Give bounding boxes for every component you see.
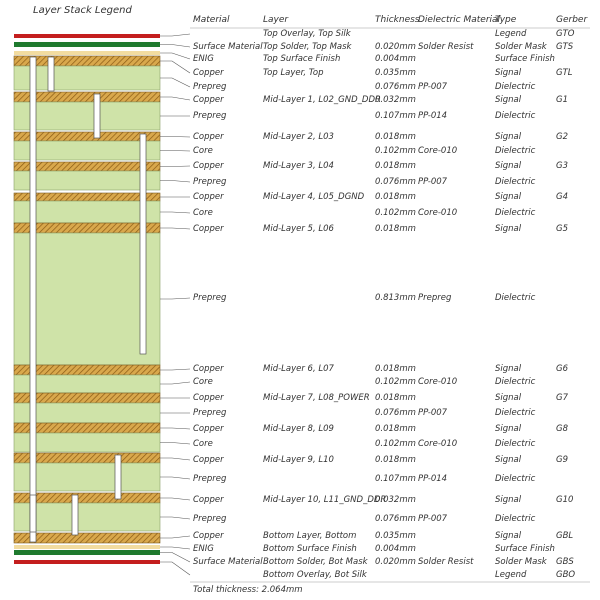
- cell-thickness: 0.102mm: [375, 208, 416, 218]
- stack-band-legend: [14, 34, 160, 38]
- leader-line: [160, 443, 190, 445]
- stack-band-legend: [14, 560, 160, 564]
- cell-layer: Bottom Overlay, Bot Silk: [263, 570, 367, 580]
- cell-layer: Mid-Layer 1, L02_GND_DDR: [263, 95, 381, 105]
- cell-type: Signal: [495, 95, 522, 105]
- cell-material: Surface Material: [193, 42, 263, 52]
- cell-thickness: 0.076mm: [375, 82, 416, 92]
- cell-thickness: 0.032mm: [375, 495, 416, 505]
- leader-line: [160, 166, 190, 167]
- leader-line: [160, 553, 190, 563]
- cell-gerber: GBL: [556, 531, 574, 541]
- cell-layer: Mid-Layer 10, L11_GND_DDR: [263, 495, 387, 505]
- cell-material: Copper: [193, 393, 224, 403]
- cell-gerber: G8: [556, 424, 568, 434]
- cell-layer: Top Solder, Top Mask: [263, 42, 352, 52]
- cell-type: Dielectric: [495, 82, 536, 92]
- cell-type: Dielectric: [495, 514, 536, 524]
- cell-thickness: 0.102mm: [375, 377, 416, 387]
- leader-line: [160, 428, 190, 429]
- cell-type: Solder Mask: [495, 557, 547, 567]
- cell-gerber: G6: [556, 364, 568, 374]
- cell-thickness: 0.076mm: [375, 408, 416, 418]
- cell-material: Copper: [193, 161, 224, 171]
- header-type: Type: [495, 15, 517, 25]
- cell-gerber: G1: [556, 95, 568, 105]
- cell-material: Prepreg: [193, 474, 227, 484]
- cell-type: Dielectric: [495, 474, 536, 484]
- cell-thickness: 0.035mm: [375, 531, 416, 541]
- cell-thickness: 0.107mm: [375, 474, 416, 484]
- cell-thickness: 0.018mm: [375, 424, 416, 434]
- leader-line: [160, 53, 190, 59]
- leader-line: [160, 498, 190, 500]
- cell-material: Copper: [193, 424, 224, 434]
- cell-layer: Top Surface Finish: [263, 54, 341, 64]
- leader-line: [160, 382, 190, 384]
- cell-layer: Top Layer, Top: [263, 68, 324, 78]
- cell-thickness: 0.102mm: [375, 146, 416, 156]
- cell-thickness: 0.018mm: [375, 364, 416, 374]
- cell-gerber: G3: [556, 161, 568, 171]
- leader-line: [160, 517, 190, 519]
- cell-type: Solder Mask: [495, 42, 547, 52]
- cell-material: Copper: [193, 132, 224, 142]
- cell-type: Signal: [495, 364, 522, 374]
- leader-line: [160, 562, 190, 575]
- cell-layer: Bottom Solder, Bot Mask: [263, 557, 368, 567]
- cell-thickness: 0.102mm: [375, 439, 416, 449]
- via-barrel: [30, 57, 36, 542]
- via-barrel: [115, 455, 121, 499]
- cell-layer: Mid-Layer 4, L05_DGND: [263, 192, 365, 202]
- cell-type: Legend: [495, 570, 527, 580]
- cell-type: Surface Finish: [495, 54, 555, 64]
- cell-thickness: 0.076mm: [375, 177, 416, 187]
- leader-line: [160, 97, 190, 100]
- leader-line: [160, 34, 190, 36]
- cell-dielectric: Solder Resist: [418, 42, 474, 52]
- leader-line: [160, 45, 190, 48]
- cell-type: Dielectric: [495, 146, 536, 156]
- cell-layer: Mid-Layer 9, L10: [263, 455, 334, 465]
- cell-type: Signal: [495, 424, 522, 434]
- leader-line: [160, 151, 190, 152]
- cell-type: Signal: [495, 68, 522, 78]
- cell-thickness: 0.018mm: [375, 132, 416, 142]
- cell-material: Copper: [193, 531, 224, 541]
- cell-material: ENIG: [193, 544, 214, 554]
- cell-material: Prepreg: [193, 408, 227, 418]
- cell-dielectric: Core-010: [418, 208, 458, 218]
- cell-material: ENIG: [193, 54, 214, 64]
- cell-gerber: G4: [556, 192, 568, 202]
- cell-gerber: GTO: [556, 29, 575, 39]
- cell-material: Prepreg: [193, 293, 227, 303]
- header-dielectric-material: Dielectric Material: [418, 15, 501, 25]
- cell-material: Copper: [193, 495, 224, 505]
- header-material: Material: [193, 15, 230, 25]
- stack-band-enig: [14, 545, 160, 549]
- cell-material: Core: [193, 439, 213, 449]
- cell-material: Copper: [193, 68, 224, 78]
- cell-type: Signal: [495, 531, 522, 541]
- cell-type: Dielectric: [495, 177, 536, 187]
- cell-type: Signal: [495, 455, 522, 465]
- cell-thickness: 0.813mm: [375, 293, 416, 303]
- cell-material: Copper: [193, 455, 224, 465]
- via-barrel: [140, 134, 146, 354]
- cell-thickness: 0.076mm: [375, 514, 416, 524]
- total-thickness: Total thickness: 2.064mm: [193, 585, 303, 595]
- cell-gerber: G10: [556, 495, 574, 505]
- leader-line: [160, 212, 190, 213]
- leader-line: [160, 536, 190, 538]
- cell-dielectric: PP-014: [418, 474, 448, 484]
- leader-line: [160, 181, 190, 183]
- stack-band-mask: [14, 42, 160, 47]
- leader-line: [160, 298, 190, 299]
- cell-material: Prepreg: [193, 514, 227, 524]
- cell-type: Signal: [495, 224, 522, 234]
- cell-type: Dielectric: [495, 111, 536, 121]
- cell-material: Prepreg: [193, 82, 227, 92]
- cell-gerber: G9: [556, 455, 568, 465]
- cell-thickness: 0.018mm: [375, 455, 416, 465]
- cell-type: Signal: [495, 495, 522, 505]
- cell-layer: Mid-Layer 8, L09: [263, 424, 334, 434]
- cell-layer: Mid-Layer 3, L04: [263, 161, 334, 171]
- cell-thickness: 0.020mm: [375, 42, 416, 52]
- cell-thickness: 0.018mm: [375, 393, 416, 403]
- cell-material: Core: [193, 208, 213, 218]
- leader-line: [160, 369, 190, 370]
- leader-line: [160, 547, 190, 549]
- cell-gerber: GBO: [556, 570, 576, 580]
- via-barrel: [30, 495, 36, 532]
- cell-material: Copper: [193, 364, 224, 374]
- cell-layer: Mid-Layer 2, L03: [263, 132, 334, 142]
- cell-thickness: 0.004mm: [375, 544, 416, 554]
- cell-material: Prepreg: [193, 111, 227, 121]
- cell-layer: Bottom Layer, Bottom: [263, 531, 357, 541]
- cell-layer: Mid-Layer 5, L06: [263, 224, 334, 234]
- cell-type: Dielectric: [495, 208, 536, 218]
- cell-type: Signal: [495, 132, 522, 142]
- cell-gerber: GBS: [556, 557, 574, 567]
- cell-dielectric: PP-007: [418, 177, 448, 187]
- cell-dielectric: PP-007: [418, 408, 448, 418]
- leader-line: [160, 458, 190, 460]
- leader-line: [160, 61, 190, 73]
- via-barrel: [48, 57, 54, 91]
- cell-thickness: 0.035mm: [375, 68, 416, 78]
- cell-gerber: G5: [556, 224, 568, 234]
- cell-thickness: 0.018mm: [375, 161, 416, 171]
- via-barrel: [94, 94, 100, 138]
- cell-material: Core: [193, 377, 213, 387]
- cell-thickness: 0.020mm: [375, 557, 416, 567]
- stack-band-mask: [14, 550, 160, 555]
- cell-dielectric: PP-014: [418, 111, 448, 121]
- cell-gerber: G7: [556, 393, 568, 403]
- cell-dielectric: Core-010: [418, 377, 458, 387]
- stack-band-enig: [14, 51, 160, 55]
- cell-layer: Bottom Surface Finish: [263, 544, 357, 554]
- cell-type: Dielectric: [495, 439, 536, 449]
- cell-thickness: 0.032mm: [375, 95, 416, 105]
- cell-layer: Top Overlay, Top Silk: [263, 29, 351, 39]
- cell-type: Dielectric: [495, 377, 536, 387]
- cell-material: Copper: [193, 224, 224, 234]
- cell-gerber: GTS: [556, 42, 574, 52]
- cell-layer: Mid-Layer 7, L08_POWER: [263, 393, 370, 403]
- leader-line: [160, 137, 190, 138]
- cell-thickness: 0.018mm: [375, 224, 416, 234]
- header-gerber: Gerber: [556, 15, 588, 25]
- cell-thickness: 0.018mm: [375, 192, 416, 202]
- cell-material: Surface Material: [193, 557, 263, 567]
- cell-dielectric: Prepreg: [418, 293, 452, 303]
- cell-type: Surface Finish: [495, 544, 555, 554]
- diagram-title: Layer Stack Legend: [33, 5, 132, 16]
- cell-type: Signal: [495, 393, 522, 403]
- cell-dielectric: PP-007: [418, 514, 448, 524]
- cell-layer: Mid-Layer 6, L07: [263, 364, 334, 374]
- cell-gerber: GTL: [556, 68, 573, 78]
- cell-type: Legend: [495, 29, 527, 39]
- cell-gerber: G2: [556, 132, 568, 142]
- cell-material: Prepreg: [193, 177, 227, 187]
- cell-material: Core: [193, 146, 213, 156]
- cell-dielectric: Core-010: [418, 146, 458, 156]
- cell-dielectric: Core-010: [418, 439, 458, 449]
- leader-line: [160, 228, 190, 229]
- header-thickness: Thickness: [375, 15, 420, 25]
- cell-material: Copper: [193, 95, 224, 105]
- cell-material: Copper: [193, 192, 224, 202]
- cell-type: Signal: [495, 161, 522, 171]
- leader-line: [160, 78, 190, 87]
- header-layer: Layer: [263, 15, 289, 25]
- cell-thickness: 0.004mm: [375, 54, 416, 64]
- cell-dielectric: PP-007: [418, 82, 448, 92]
- via-barrel: [72, 495, 78, 535]
- cell-type: Dielectric: [495, 408, 536, 418]
- cell-type: Dielectric: [495, 293, 536, 303]
- cell-type: Signal: [495, 192, 522, 202]
- cell-thickness: 0.107mm: [375, 111, 416, 121]
- leader-line: [160, 477, 190, 479]
- cell-dielectric: Solder Resist: [418, 557, 474, 567]
